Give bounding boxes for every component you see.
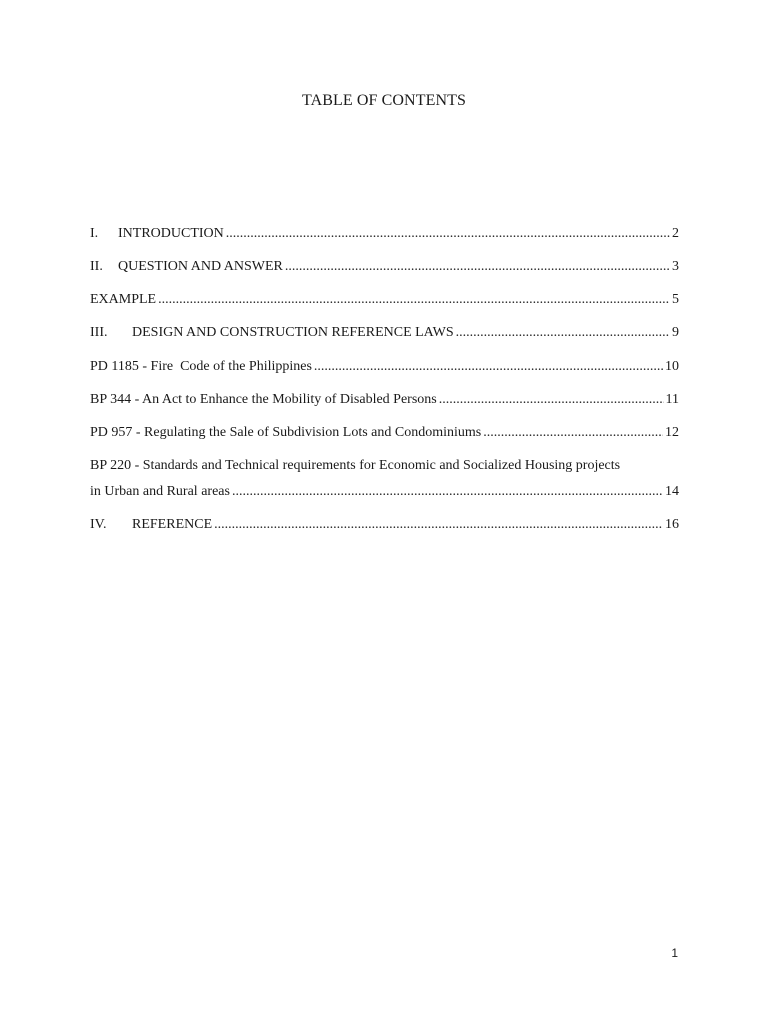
dot-leader: [314, 357, 663, 377]
toc-entry-pd-1185[interactable]: [90, 357, 679, 377]
dot-leader: [158, 290, 670, 310]
toc-entry-question-and-answer[interactable]: [90, 257, 679, 277]
toc-entry-page: 9: [672, 325, 679, 340]
toc-entry-label: EXAMPLE: [90, 292, 157, 307]
dot-leader: [285, 257, 670, 277]
dot-leader: [232, 482, 663, 502]
toc-entry-page: 12: [665, 425, 679, 440]
toc-entry-label: REFERENCE: [132, 517, 213, 532]
dot-leader: [456, 323, 670, 343]
dot-leader: [226, 224, 670, 244]
toc-entry-page: 5: [672, 292, 679, 307]
toc-entry-example[interactable]: [90, 290, 679, 310]
dot-leader: [214, 515, 663, 535]
toc-entry-page: 3: [672, 259, 679, 274]
page-number: 1: [671, 946, 678, 960]
toc-entry-bp-220[interactable]: [90, 482, 679, 502]
toc-entry-design-and-construction[interactable]: [90, 323, 679, 343]
toc-entry-page: 2: [672, 226, 679, 241]
toc-entry-label: in Urban and Rural areas: [90, 484, 230, 499]
toc-entry-page: 10: [665, 359, 679, 374]
toc-entry-label: PD 1185 - Fire Code of the Philippines: [90, 359, 312, 374]
toc-entry-bp-220-line1[interactable]: BP 220 - Standards and Technical requirements for Economic and Socialized Housing projects: [90, 458, 621, 473]
toc-entry-bp-344[interactable]: [90, 390, 679, 410]
toc-entry-label: INTRODUCTION: [118, 226, 224, 241]
dot-leader: [483, 423, 663, 443]
toc-entry-label: DESIGN AND CONSTRUCTION REFERENCE LAWS: [132, 325, 454, 340]
toc-entry-page: 11: [665, 392, 679, 407]
toc-entry-number: IV.: [90, 517, 107, 532]
page-title: TABLE OF CONTENTS: [302, 92, 466, 109]
toc-entry-number: II.: [90, 259, 103, 274]
toc-entry-label: PD 957 - Regulating the Sale of Subdivision Lots and Condominiums: [90, 425, 482, 440]
dot-leader: [439, 390, 664, 410]
toc-entry-label: QUESTION AND ANSWER: [118, 259, 283, 274]
toc-entry-pd-957[interactable]: [90, 423, 679, 443]
toc-entry-reference[interactable]: [90, 515, 679, 535]
toc-entry-label: BP 344 - An Act to Enhance the Mobility of Disabled Persons: [90, 392, 437, 407]
toc-entry-introduction[interactable]: [90, 224, 679, 244]
toc-entry-page: 14: [665, 484, 679, 499]
toc-entry-number: I.: [90, 226, 99, 241]
toc-entry-page: 16: [665, 517, 679, 532]
toc-entry-number: III.: [90, 325, 108, 340]
